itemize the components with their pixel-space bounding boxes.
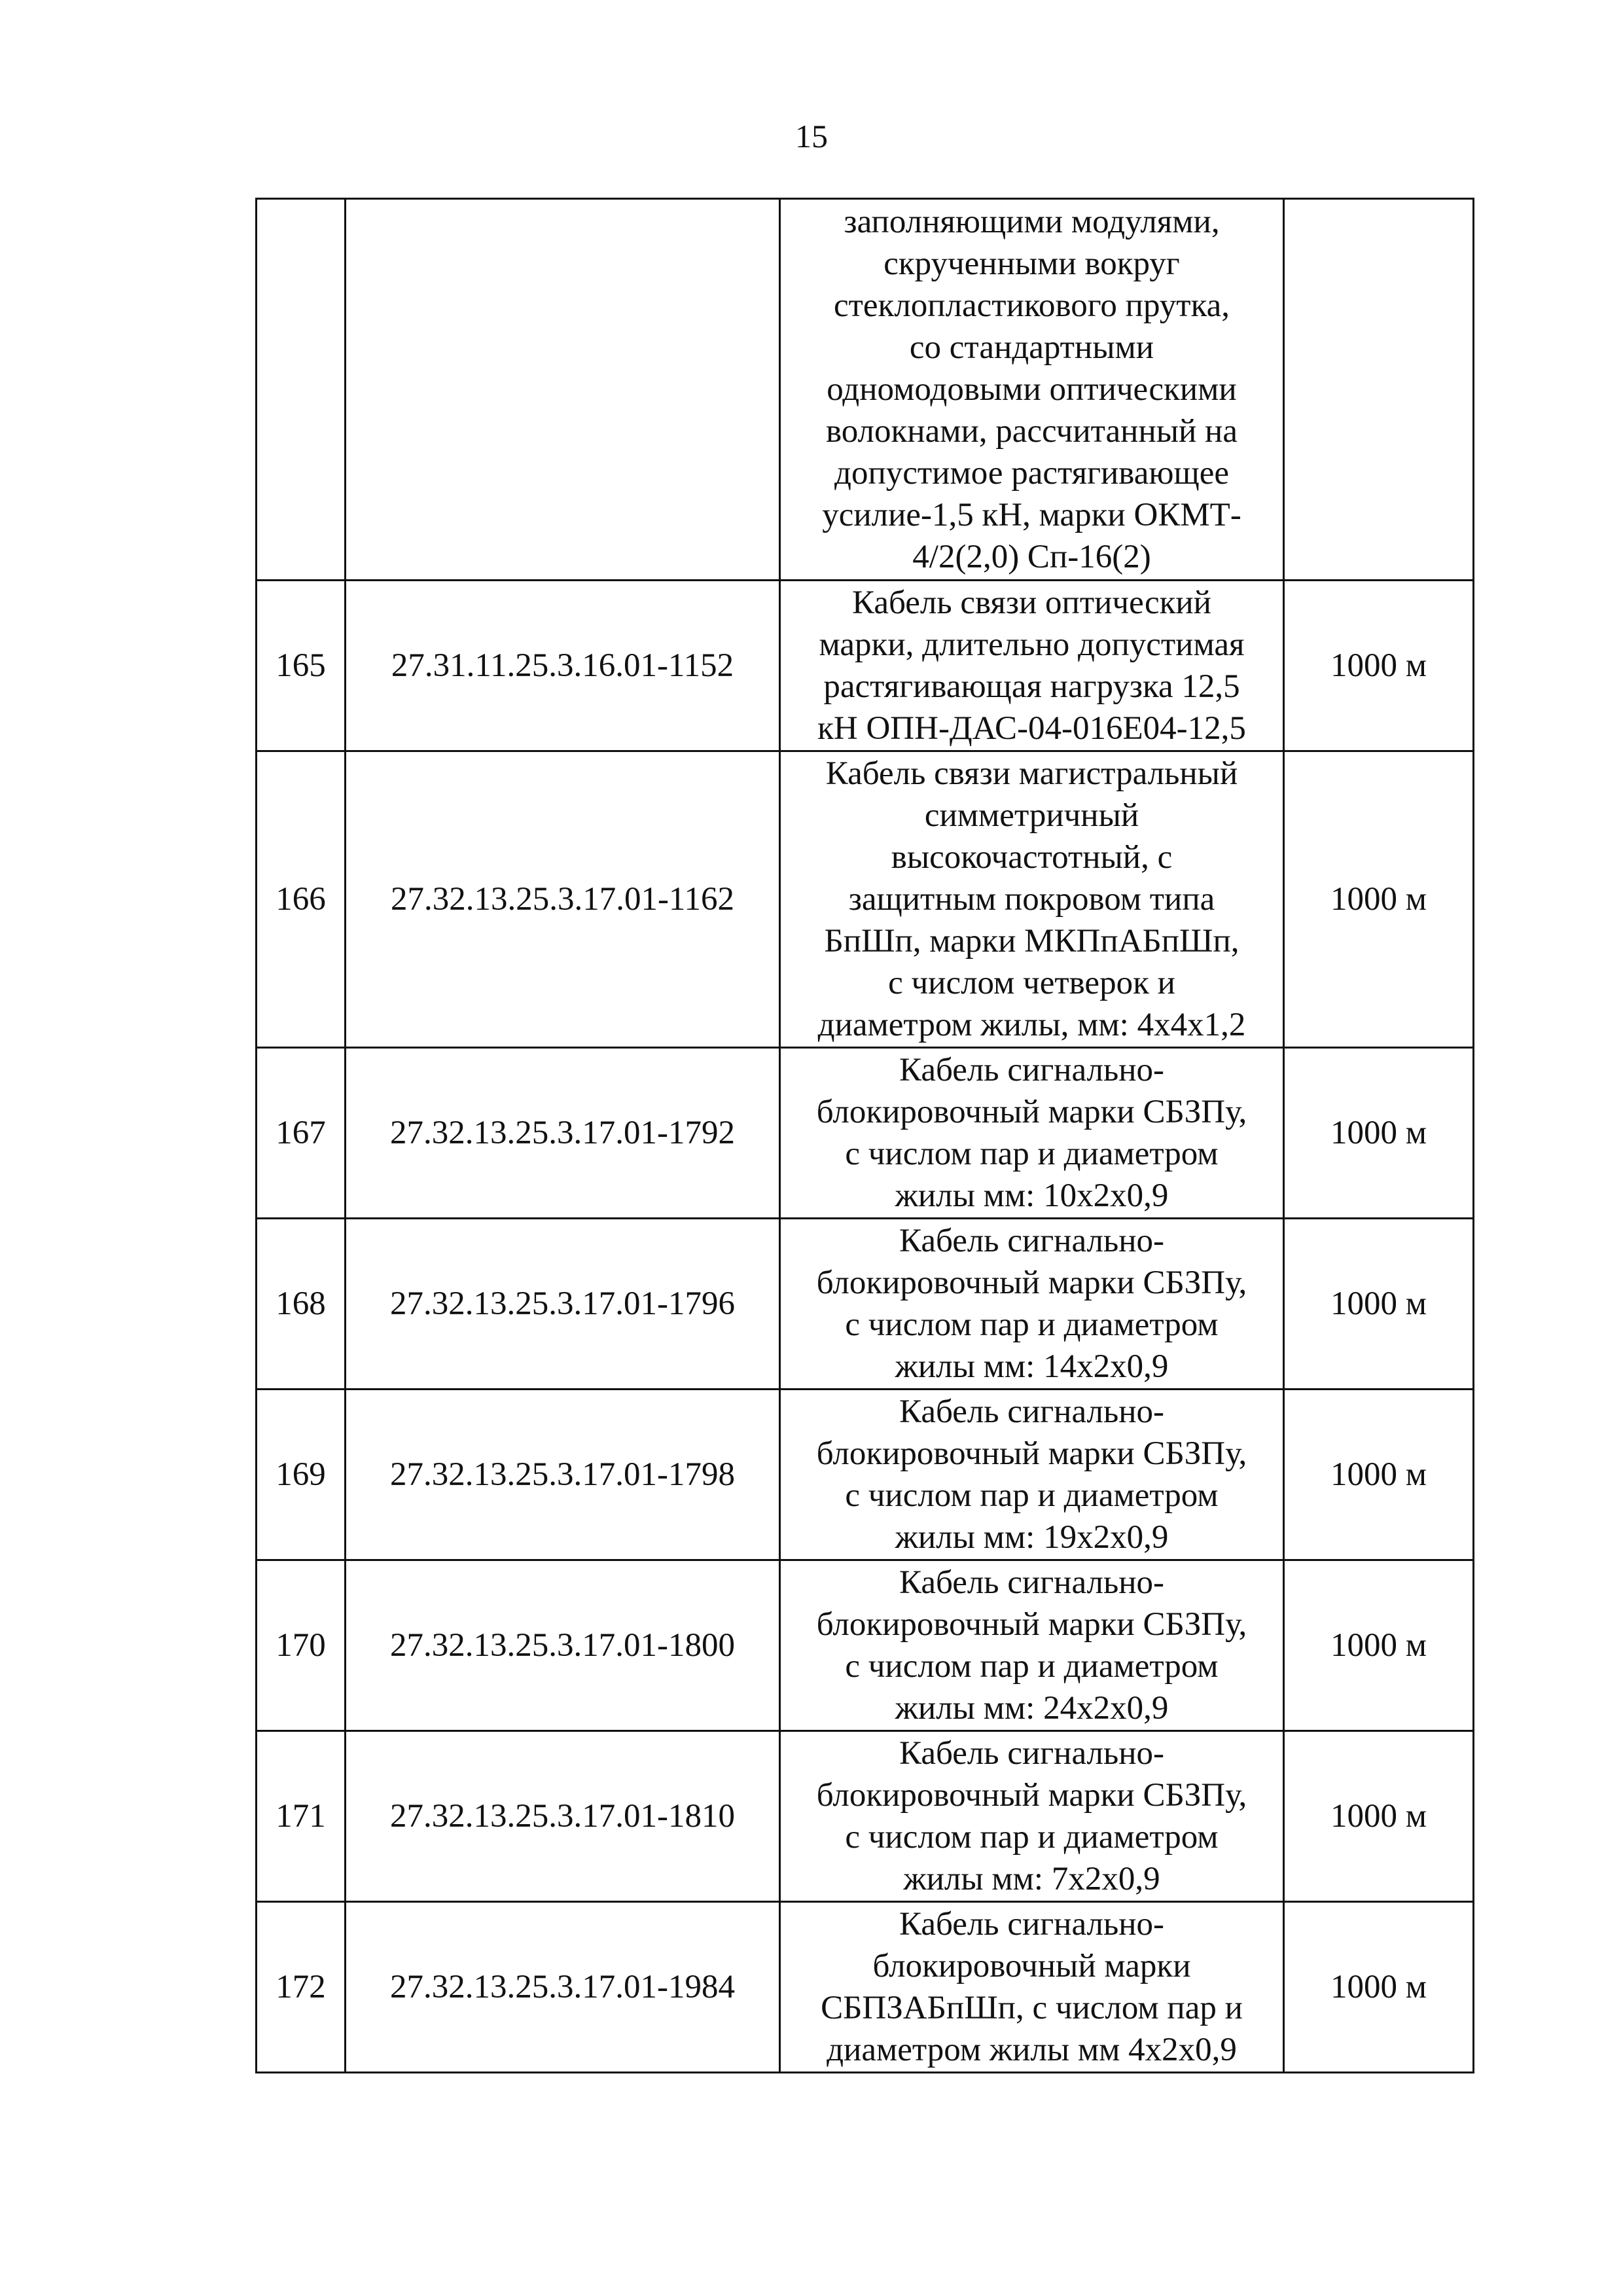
- resource-code-cell: 27.32.13.25.3.17.01-1800: [346, 1560, 780, 1731]
- specification-table: [255, 198, 1474, 2073]
- row-number-cell: 167: [257, 1048, 346, 1219]
- table-row: [257, 1390, 1474, 1560]
- resource-code-cell: 27.32.13.25.3.17.01-1162: [346, 751, 780, 1048]
- unit-cell: 1000 м: [1284, 1219, 1474, 1390]
- row-number-cell: 170: [257, 1560, 346, 1731]
- row-number-cell: 169: [257, 1390, 346, 1560]
- resource-code-cell: 27.32.13.25.3.17.01-1792: [346, 1048, 780, 1219]
- unit-cell: 1000 м: [1284, 751, 1474, 1048]
- description-cell: Кабель сигнально- блокировочный марки СБЗПу, с числом пар и диаметром жилы мм: 10х2х0,9: [780, 1048, 1284, 1219]
- page-number: 15: [795, 118, 828, 154]
- row-number-cell: 166: [257, 751, 346, 1048]
- resource-code-cell: 27.32.13.25.3.17.01-1796: [346, 1219, 780, 1390]
- unit-cell: 1000 м: [1284, 1048, 1474, 1219]
- table-row: [257, 1560, 1474, 1731]
- description-cell: Кабель сигнально- блокировочный марки СБЗПу, с числом пар и диаметром жилы мм: 19х2х0,9: [780, 1390, 1284, 1560]
- description-cell: Кабель связи магистральный симметричный высокочастотный, с защитным покровом типа БпШп, марки МКПпАБпШп, с числом четверок и диаметром жилы, мм: 4х4х1,2: [780, 751, 1284, 1048]
- row-number-cell: 165: [257, 581, 346, 751]
- unit-cell: 1000 м: [1284, 1560, 1474, 1731]
- table-row: [257, 581, 1474, 751]
- description-cell: Кабель сигнально- блокировочный марки СБЗПу, с числом пар и диаметром жилы мм: 24х2х0,9: [780, 1560, 1284, 1731]
- table-row: [257, 1048, 1474, 1219]
- row-number-cell: 168: [257, 1219, 346, 1390]
- table-row: [257, 1731, 1474, 1902]
- description-cell: Кабель связи оптический марки, длительно допустимая растягивающая нагрузка 12,5 кН ОПН-ДАС-04-016Е04-12,5: [780, 581, 1284, 751]
- description-cell: заполняющими модулями, скрученными вокруг стеклопластикового прутка, со стандартными одномодовыми оптическими волокнами, рассчитанный на допустимое растягивающее усилие-1,5 кН, марки ОКМТ- 4/2(2,0) Сп-16(2): [780, 199, 1284, 581]
- resource-code-cell: 27.31.11.25.3.16.01-1152: [346, 581, 780, 751]
- resource-code-cell: [346, 199, 780, 581]
- unit-cell: 1000 м: [1284, 1390, 1474, 1560]
- unit-cell: 1000 м: [1284, 581, 1474, 751]
- unit-cell: 1000 м: [1284, 1902, 1474, 2073]
- row-number-cell: 171: [257, 1731, 346, 1902]
- table-row: [257, 1219, 1474, 1390]
- table-row: [257, 751, 1474, 1048]
- row-number-cell: 172: [257, 1902, 346, 2073]
- resource-code-cell: 27.32.13.25.3.17.01-1810: [346, 1731, 780, 1902]
- description-cell: Кабель сигнально- блокировочный марки СБЗПу, с числом пар и диаметром жилы мм: 14х2х0,9: [780, 1219, 1284, 1390]
- unit-cell: 1000 м: [1284, 1731, 1474, 1902]
- description-cell: Кабель сигнально- блокировочный марки СБПЗАБпШп, с числом пар и диаметром жилы мм 4х2х0,9: [780, 1902, 1284, 2073]
- description-cell: Кабель сигнально- блокировочный марки СБЗПу, с числом пар и диаметром жилы мм: 7х2х0,9: [780, 1731, 1284, 1902]
- resource-code-cell: 27.32.13.25.3.17.01-1798: [346, 1390, 780, 1560]
- row-number-cell: [257, 199, 346, 581]
- table-row: [257, 199, 1474, 581]
- resource-code-cell: 27.32.13.25.3.17.01-1984: [346, 1902, 780, 2073]
- table-row: [257, 1902, 1474, 2073]
- unit-cell: [1284, 199, 1474, 581]
